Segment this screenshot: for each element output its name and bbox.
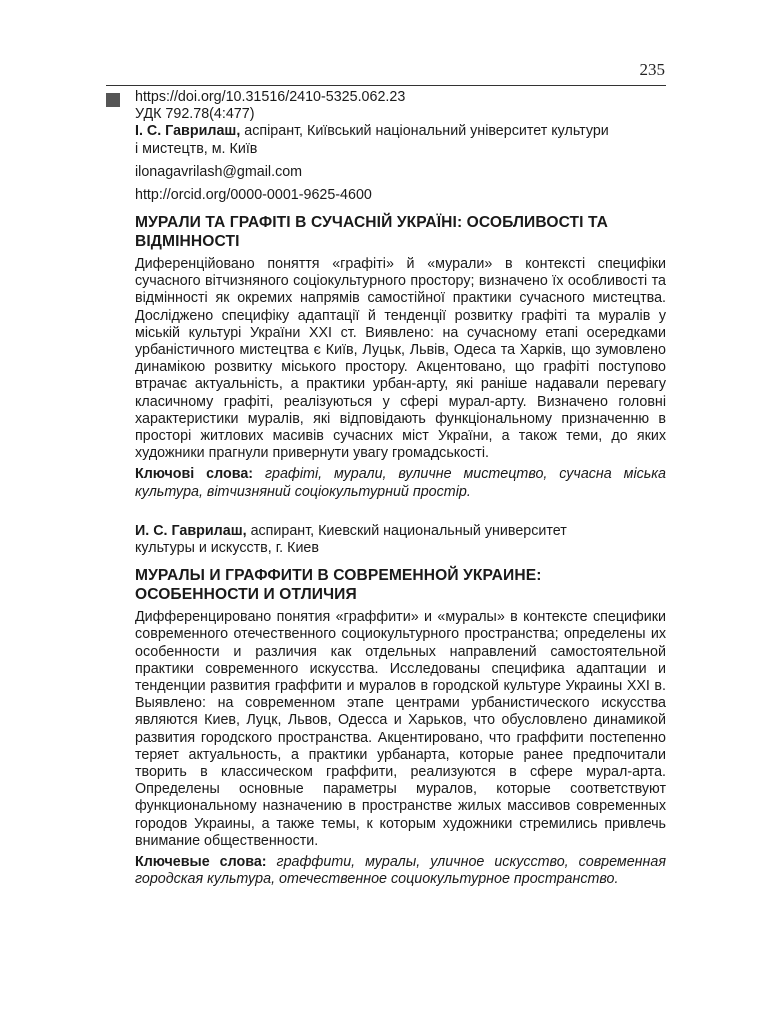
author-name-ru: И. С. Гаврилаш, xyxy=(135,522,247,539)
page-number: 235 xyxy=(639,60,665,79)
article-content xyxy=(135,89,666,888)
doi-link[interactable]: https://doi.org/10.31516/2410-5325.062.23 xyxy=(135,89,406,105)
keywords-text-ru: граффити, муралы, уличное искусство, современная городская культура, отечественное социокультурное пространство. xyxy=(135,853,666,888)
author-orcid[interactable]: http://orcid.org/0000-0001-9625-4600 xyxy=(135,187,372,204)
section-marker xyxy=(106,93,120,107)
author-email[interactable]: ilonagavrilash@gmail.com xyxy=(135,163,303,180)
author-affiliation-ru-2: культуры и искусств, г. Киев xyxy=(135,540,319,557)
keywords-text-uk: графіті, мурали, вуличне мистецтво, сучасна міська культура, вітчизняний соціокультурний простір. xyxy=(135,466,666,500)
author-affiliation-ru-1: аспирант, Киевский национальный университет xyxy=(246,522,567,539)
author-affiliation-uk-2: і мистецтв, м. Київ xyxy=(135,140,258,157)
keywords-label-ru: Ключевые слова: xyxy=(135,853,267,870)
keywords-label-uk: Ключові слова: xyxy=(135,466,254,483)
author-ru xyxy=(135,523,666,557)
author-affiliation-uk-1: аспірант, Київський національний університет культури xyxy=(240,123,609,140)
author-name-uk: І. С. Гаврилаш, xyxy=(135,123,241,140)
header-rule xyxy=(106,85,666,86)
title-ru: МУРАЛЫ И ГРАФФИТИ В СОВРЕМЕННОЙ УКРАИНЕ: ОСОБЕННОСТИ И ОТЛИЧИЯ xyxy=(135,567,542,603)
abstract-uk: Диференційовано поняття «графіті» й «мурали» в контексті специфіки сучасного вітчизняного соціокультурного простору; визначено їх особливості та відмінності як окремих напрямів самостійної практики сучасного мистецтва. Досліджено специфіку адаптації й тенденції розвитку графіті та муралів у міській культурі України XXI ст. Виявлено: на сучасному етапі осередками урбаністичного мистецтва є Київ, Луцьк, Львів, Одеса та Харків, що зумовлено динамікою розвитку міського простору. Акцентовано, що графіті поступово втрачає актуальність, а практики урбан-арту, які раніше надавали перевагу класичному графіті, реалізуються у сфері мурал-арту. Визначено головні характеристики муралів, які відповідають функціональному призначенню в просторі житлових масивів сучасних міст України, а також теми, до яких художники прагнули привернути увагу громадськості. xyxy=(135,256,666,462)
udc-code: УДК 792.78(4:477) xyxy=(135,106,255,123)
abstract-ru: Дифференцировано понятия «граффити» и «муралы» в контексте специфики современного отечественного социокультурного пространства; определены их особенности и различия как отдельных направлений самостоятельной практики современного искусства. Исследованы специфика адаптации и тенденции развития граффити и муралов в городской культуре Украины XXI в. Выявлено: на современном этапе центрами урбанистического искусства являются Киев, Луцк, Львов, Одесса и Харьков, что обусловлено динамикой развития городского пространства. Акцентировано, что граффити постепенно теряет актуальность, а практики урбанарта, которые ранее предпочитали творить в классическом граффити, реализуются в сфере мурал-арта. Определены основные параметры муралов, которые соответствуют функциональному назначению в пространстве жилых массивов современных городов Украины, а также темы, к которым художники стремились привлечь внимание общественности. xyxy=(135,609,666,849)
keywords-uk xyxy=(135,466,666,500)
author-uk xyxy=(135,123,666,157)
title-uk: МУРАЛИ ТА ГРАФІТІ В СУЧАСНІЙ УКРАЇНІ: ОСОБЛИВОСТІ ТА ВІДМІННОСТІ xyxy=(135,214,609,250)
keywords-ru xyxy=(135,854,666,888)
